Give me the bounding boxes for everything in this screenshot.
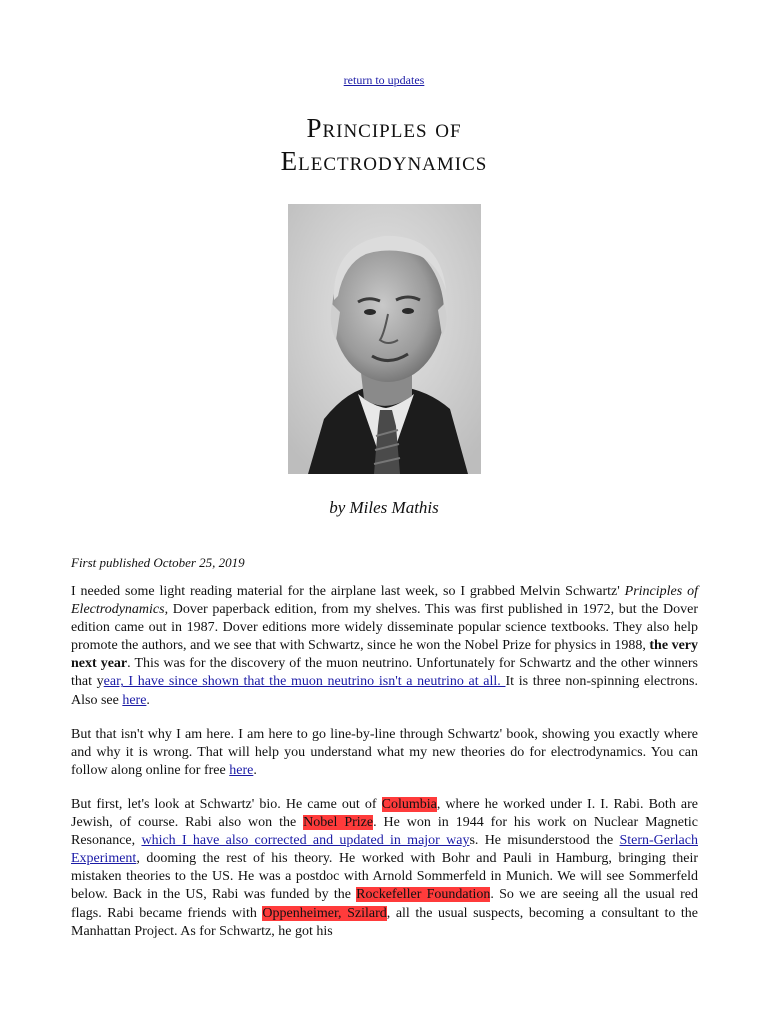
p2-text-a: But that isn't why I am here. I am here to go line-by-line through Schwartz' book, showing you exactly where and why it is wrong. That will help you understand what my new theories do for electrodynamics. You can follow along online for free: [71, 726, 698, 778]
stern-gerlach-link[interactable]: Stern-Gerlach Experiment: [71, 833, 698, 867]
highlight-nobel-prize: Nobel Prize: [303, 815, 374, 831]
title-line-1: Principles of: [306, 113, 462, 143]
paragraph-2: [71, 726, 698, 780]
p3-text-f: . So we are seeing all the usual red flags. Rabi became friends with: [71, 887, 698, 921]
byline: by Miles Mathis: [329, 498, 439, 517]
highlight-columbia: Columbia: [381, 796, 437, 812]
portrait-photo-icon: [288, 204, 481, 474]
p3-text-d: s. He misunderstood the: [469, 833, 620, 849]
nmr-corrected-link[interactable]: which I have also corrected and updated in major way: [141, 833, 470, 849]
p2-here-link[interactable]: here: [229, 762, 254, 778]
p1-text-c: . This was for the discovery of the muon neutrino. Unfortunately for Schwartz and the other winners that y: [71, 656, 698, 690]
p3-text-g: , all the usual suspects, becoming a consultant to the Manhattan Project. As for Schwartz, he got his: [71, 905, 698, 939]
p1-text-d: It is three non-spinning electrons. Also see: [71, 674, 698, 708]
article-body: [71, 583, 698, 957]
p3-text-b: , where he worked under I. I. Rabi. Both are Jewish, of course. Rabi also won the: [71, 796, 698, 831]
title-line-2: Electrodynamics: [280, 146, 488, 176]
book-title: Principles of Electrodynamics: [71, 584, 698, 618]
paragraph-1: [71, 583, 698, 710]
p1-text-a: I needed some light reading material for the airplane last week, so I grabbed Melvin Schwartz': [71, 584, 625, 599]
p1-text-e: .: [146, 692, 150, 708]
return-link-container: [0, 73, 768, 88]
p1-here-link[interactable]: here: [122, 692, 147, 708]
author-portrait-photo: [288, 204, 481, 474]
p2-text-b: .: [253, 762, 257, 778]
p1-bold-text: the very next year: [71, 638, 698, 672]
p3-text-a: But first, let's look at Schwartz' bio. He came out of: [71, 796, 382, 812]
p3-text-c: . He won in 1944 for his work on Nuclear Magnetic Resonance,: [71, 815, 698, 849]
page-title: [0, 112, 768, 178]
p1-text-b: , Dover paperback edition, from my shelves. This was first published in 1972, but the Dover edition came out in 1987. Dover editions more widely disseminate popular science textbooks. They also help promote the authors, and we see that with Schwartz, since he won the Nobel Prize for physics in 1988,: [71, 602, 698, 654]
paragraph-3: [71, 796, 698, 941]
highlight-rockefeller: Rockefeller Foundation: [356, 887, 491, 903]
muon-neutrino-link[interactable]: ear, I have since shown that the muon neutrino isn't a neutrino at all.: [103, 674, 506, 690]
p3-text-e: , dooming the rest of his theory. He worked with Bohr and Pauli in Hamburg, bringing their mistaken theories to the US. He was a postdoc with Arnold Sommerfeld in Munich. We will see Sommerfeld below. Back in the US, Rabi was funded by the: [71, 851, 698, 903]
publication-date: First published October 25, 2019: [71, 555, 245, 570]
return-to-updates-link[interactable]: return to updates: [343, 73, 425, 87]
highlight-oppenheimer-szilard: Oppenheimer, Szilard: [262, 905, 387, 921]
